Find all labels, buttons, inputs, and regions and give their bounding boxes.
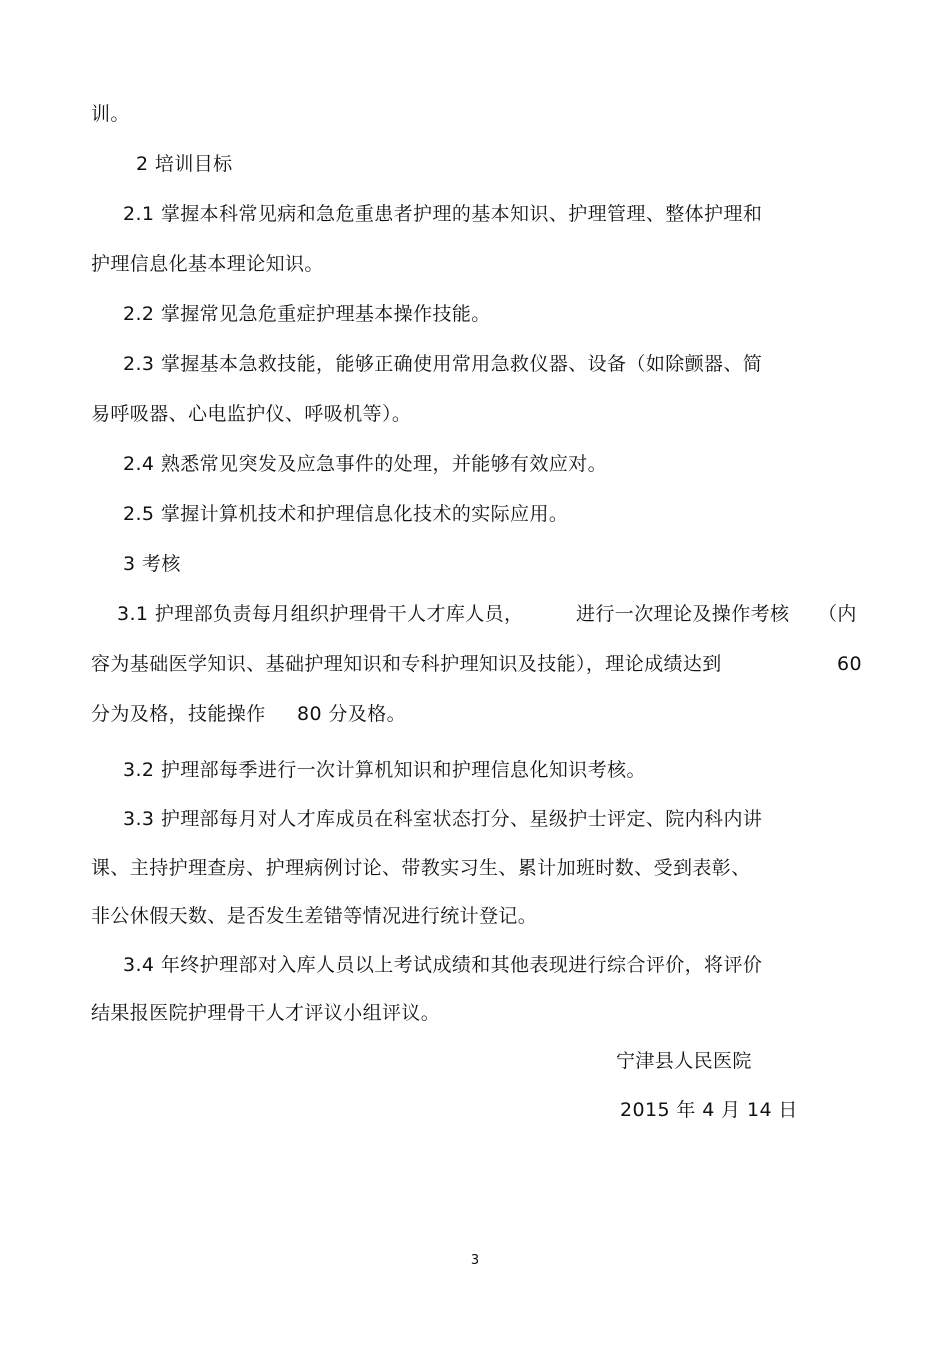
item-3-1-line-3-a: 分为及格，技能操作 bbox=[91, 703, 266, 725]
item-2-5: 2.5 掌握计算机技术和护理信息化技术的实际应用。 bbox=[123, 503, 569, 525]
item-3-3-line-3: 非公休假天数、是否发生差错等情况进行统计登记。 bbox=[91, 905, 538, 927]
signature-organization: 宁津县人民医院 bbox=[616, 1050, 752, 1072]
item-3-4-line-1: 3.4 年终护理部对入库人员以上考试成绩和其他表现进行综合评价，将评价 bbox=[123, 954, 763, 976]
item-2-3-line-1: 2.3 掌握基本急救技能，能够正确使用常用急救仪器、设备（如除颤器、简 bbox=[123, 353, 763, 375]
item-3-3-line-2: 课、主持护理查房、护理病例讨论、带教实习生、累计加班时数、受到表彰、 bbox=[91, 857, 751, 879]
item-2-1-line-1: 2.1 掌握本科常见病和急危重患者护理的基本知识、护理管理、整体护理和 bbox=[123, 203, 763, 225]
item-2-2: 2.2 掌握常见急危重症护理基本操作技能。 bbox=[123, 303, 491, 325]
item-3-1-line-3-b: 80 分及格。 bbox=[297, 703, 407, 725]
item-3-1-line-1-a: 3.1 护理部负责每月组织护理骨干人才库人员， bbox=[117, 603, 524, 625]
page-number: 3 bbox=[470, 1253, 480, 1268]
section-2-heading: 2 培训目标 bbox=[136, 153, 233, 175]
item-3-1-line-2-b: 60 bbox=[837, 653, 862, 675]
paragraph-intro-tail: 训。 bbox=[91, 103, 130, 125]
item-2-3-line-2: 易呼吸器、心电监护仪、呼吸机等）。 bbox=[91, 403, 412, 425]
item-3-3-line-1: 3.3 护理部每月对人才库成员在科室状态打分、星级护士评定、院内科内讲 bbox=[123, 808, 763, 830]
item-3-1-line-1-b: 进行一次理论及操作考核 bbox=[576, 603, 790, 625]
item-3-1-line-2-a: 容为基础医学知识、基础护理知识和专科护理知识及技能），理论成绩达到 bbox=[91, 653, 722, 675]
item-3-2: 3.2 护理部每季进行一次计算机知识和护理信息化知识考核。 bbox=[123, 759, 646, 781]
signature-date: 2015 年 4 月 14 日 bbox=[620, 1099, 798, 1121]
item-3-1-line-1-c: （内 bbox=[818, 603, 857, 625]
section-3-heading: 3 考核 bbox=[123, 553, 181, 575]
item-2-1-line-2: 护理信息化基本理论知识。 bbox=[91, 253, 324, 275]
item-2-4: 2.4 熟悉常见突发及应急事件的处理，并能够有效应对。 bbox=[123, 453, 608, 475]
item-3-4-line-2: 结果报医院护理骨干人才评议小组评议。 bbox=[91, 1002, 441, 1024]
